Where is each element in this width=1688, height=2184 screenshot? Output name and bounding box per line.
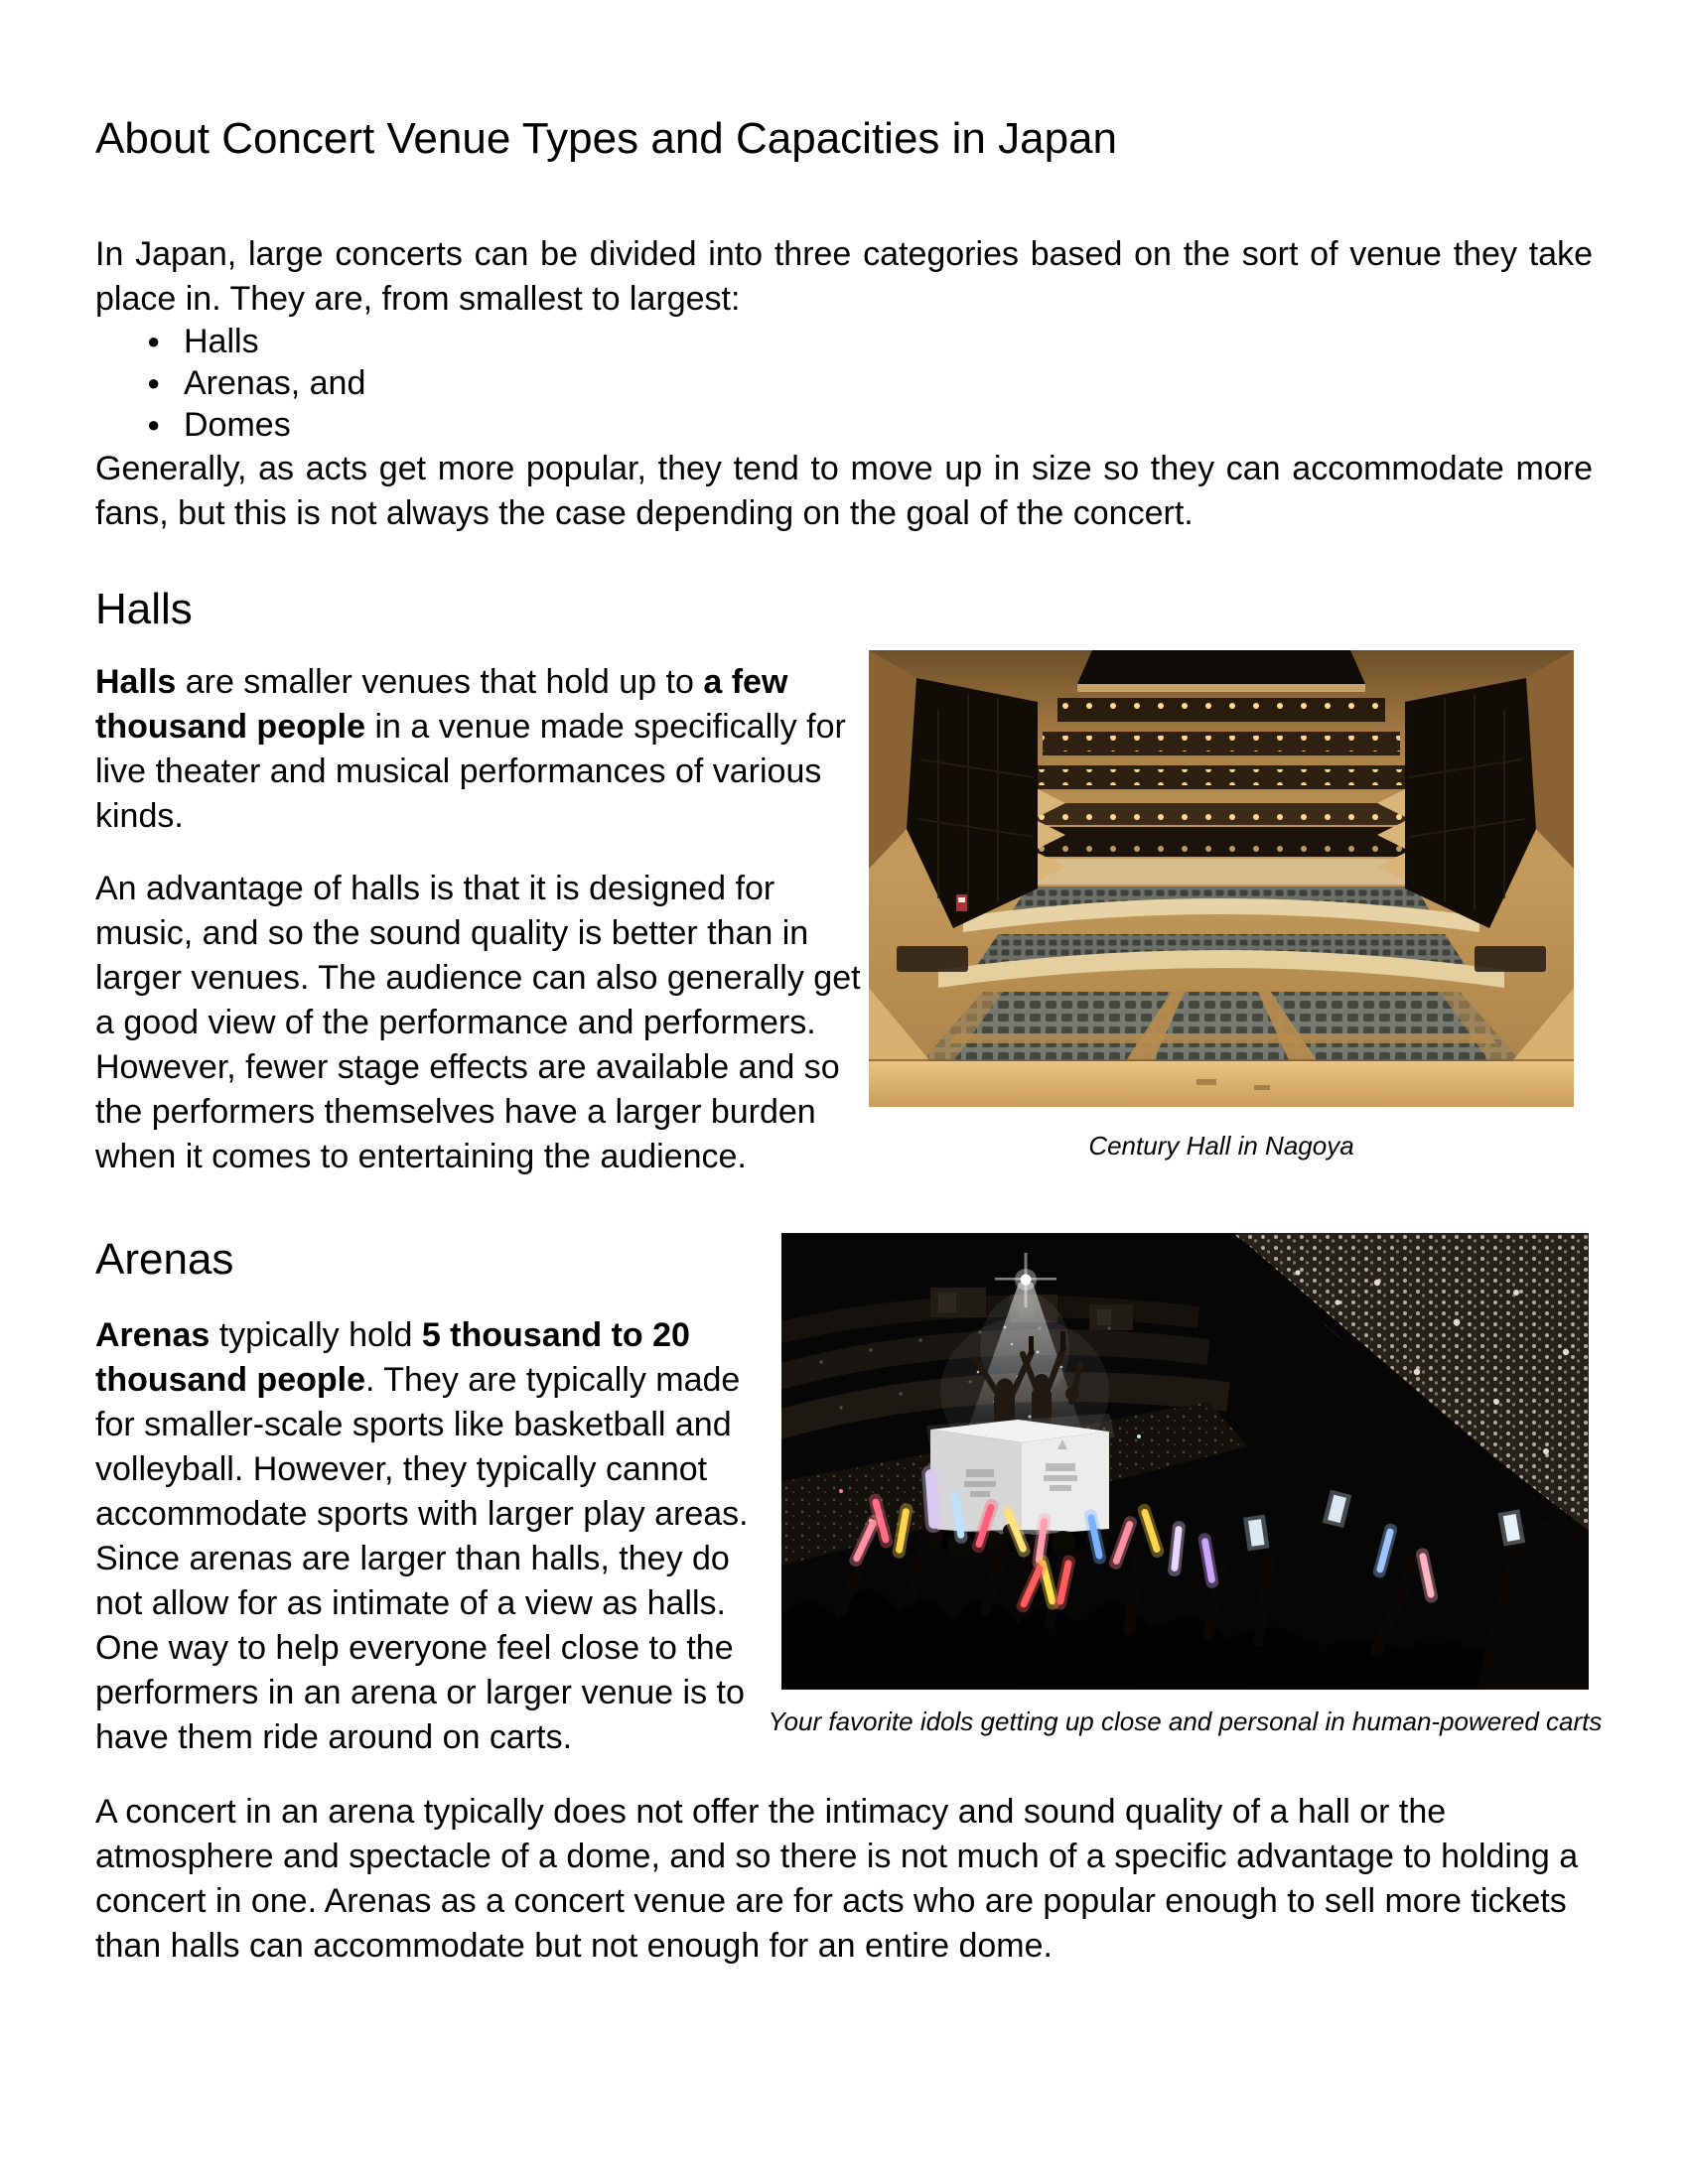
arena-photo [781,1233,1589,1690]
halls-heading: Halls [95,585,193,633]
intro-paragraph: In Japan, large concerts can be divided into three categories based on the sort of venue they take place in. They are, from smallest to largest: [95,235,1593,318]
arenas-heading: Arenas [95,1235,234,1284]
bullet-dot: ● [147,412,161,437]
hall-photo [869,650,1574,1107]
arenas-closing-paragraph: A concert in an arena typically does not offer the intimacy and sound quality of a hall or the atmosphere and spectacle of a dome, and so there is not much of a specific advantage to holding a concert in one. Arenas as a concert venue are for acts who are popular enough to sell more tickets than halls can accommodate but not enough for an entire dome. [95,1793,1579,1965]
list-item-label: Arenas, and [184,364,366,402]
halls-paragraph-1: Halls are smaller venues that hold up to a few thousand people in a venue made specifically for live theater and musical performances of various kinds. [95,663,846,835]
arena-photo-illustration [781,1233,1589,1690]
list-item-halls [95,321,1485,362]
arena-photo-caption: Your favorite idols getting up close and personal in human-powered carts [768,1706,1603,1736]
hall-photo-illustration [869,650,1574,1107]
halls-paragraph-2: An advantage of halls is that it is designed for music, and so the sound quality is better than in larger venues. The audience can also generally get a good view of the performance and performers. However, fewer stage effects are available and so the performers themselves have a larger burden when it comes to entertaining the audience. [95,870,861,1175]
arenas-paragraph: Arenas typically hold 5 thousand to 20 thousand people. They are typically made for smaller-scale sports like basketball and volleyball. However, they typically cannot accommodate sports with larger play areas. Since arenas are larger than halls, they do not allow for as intimate of a view as halls. One way to help everyone feel close to the performers in an arena or larger venue is to have them ride around on carts. [95,1316,749,1756]
bullet-dot: ● [147,370,161,395]
intro-closing-paragraph: Generally, as acts get more popular, they tend to move up in size so they can accommodate more fans, but this is not always the case depending on the goal of the concert. [95,450,1593,532]
bullet-dot: ● [147,329,161,353]
list-item-label: Domes [184,406,291,444]
list-item-arenas [95,362,1485,404]
list-item-domes [95,404,1485,446]
hall-photo-caption: Century Hall in Nagoya [1088,1131,1354,1160]
page-title: About Concert Venue Types and Capacities in Japan [95,114,1117,163]
venue-type-list [95,321,1485,446]
list-item-label: Halls [184,323,259,360]
